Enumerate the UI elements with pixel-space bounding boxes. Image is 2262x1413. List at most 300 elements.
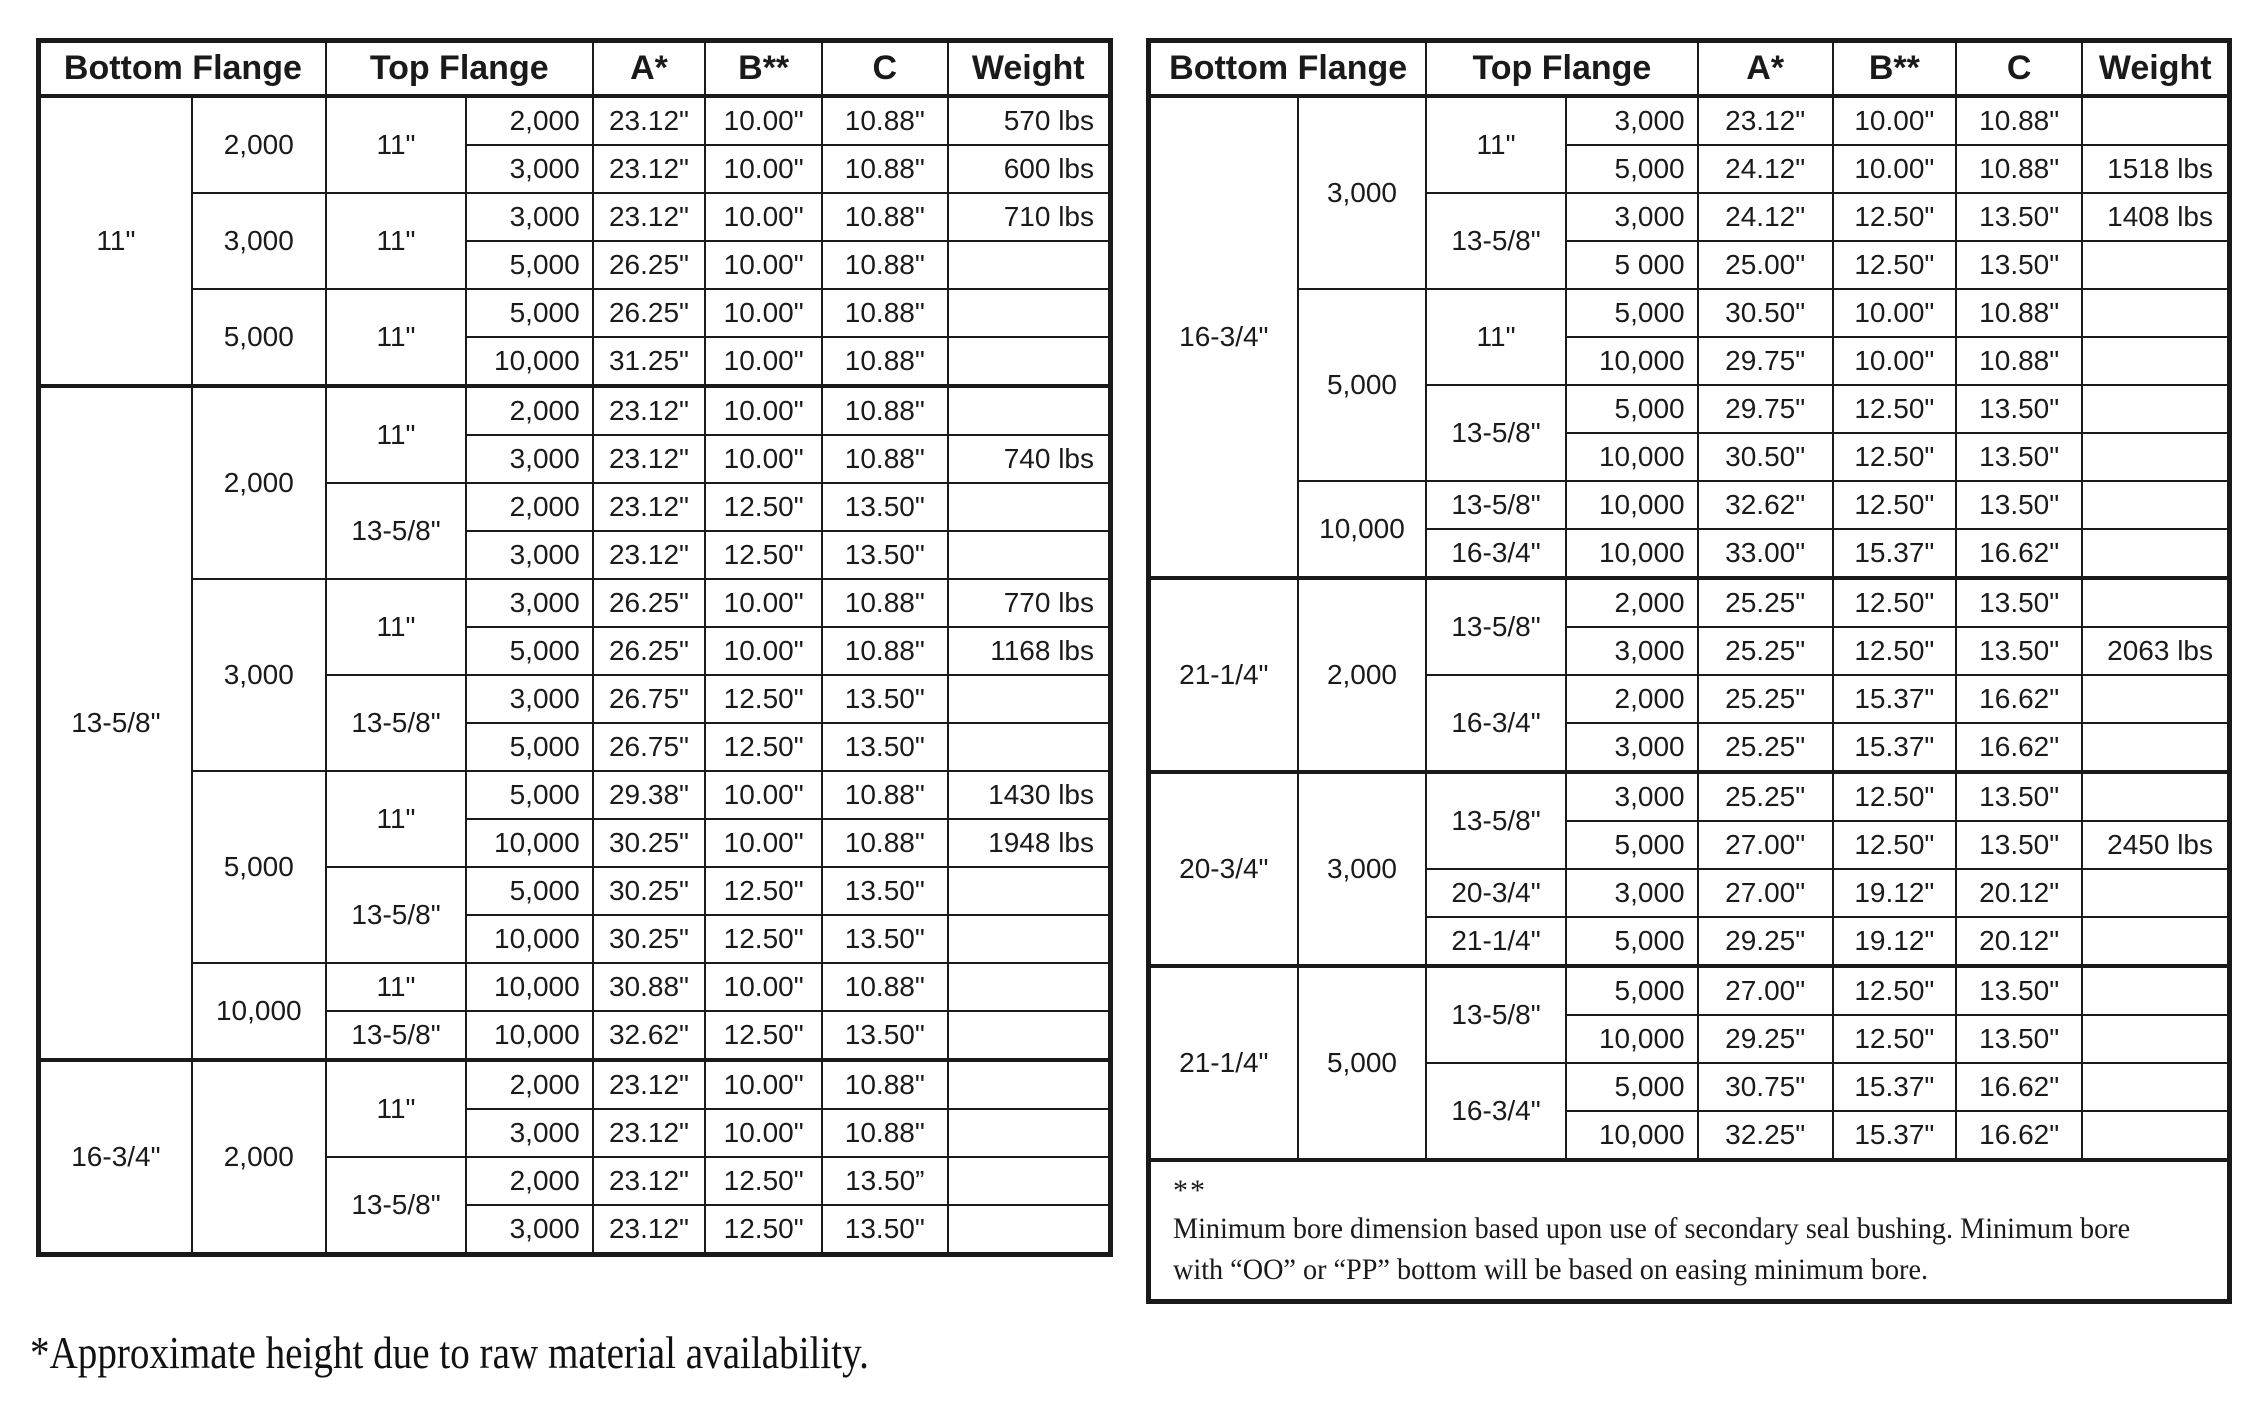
cell-top-pressure: 5,000 bbox=[1566, 966, 1698, 1015]
cell-c: 16.62" bbox=[1956, 723, 2082, 772]
cell-top-size: 11" bbox=[326, 386, 466, 483]
header-row bbox=[39, 41, 1111, 97]
cell-b: 10.00" bbox=[705, 435, 822, 483]
cell-a: 29.75" bbox=[1698, 337, 1833, 385]
cell-weight bbox=[2082, 289, 2229, 337]
col-header-c: C bbox=[822, 41, 947, 97]
cell-top-size: 11" bbox=[326, 193, 466, 289]
cell-top-pressure: 2,000 bbox=[1566, 675, 1698, 723]
cell-top-size: 13-5/8" bbox=[1426, 193, 1565, 289]
cell-weight bbox=[2082, 1063, 2229, 1111]
cell-a: 26.75" bbox=[593, 675, 706, 723]
cell-top-pressure: 10,000 bbox=[1566, 529, 1698, 578]
cell-b: 12.50" bbox=[705, 1011, 822, 1060]
cell-c: 10.88" bbox=[822, 1060, 947, 1109]
cell-weight: 600 lbs bbox=[948, 145, 1111, 193]
cell-weight bbox=[948, 675, 1111, 723]
cell-top-pressure: 2,000 bbox=[466, 1157, 592, 1205]
cell-top-pressure: 10,000 bbox=[466, 915, 592, 963]
col-header-a: A* bbox=[593, 41, 706, 97]
cell-top-pressure: 2,000 bbox=[466, 483, 592, 531]
cell-a: 29.75" bbox=[1698, 385, 1833, 433]
approx-height-note: *Approximate height due to raw material availability. bbox=[30, 1327, 869, 1378]
cell-b: 12.50" bbox=[705, 531, 822, 579]
col-header-weight: Weight bbox=[948, 41, 1111, 97]
cell-c: 10.88" bbox=[822, 289, 947, 337]
cell-a: 25.25" bbox=[1698, 627, 1833, 675]
cell-top-size: 13-5/8" bbox=[1426, 578, 1565, 675]
cell-top-pressure: 3,000 bbox=[1566, 723, 1698, 772]
cell-weight bbox=[2082, 1111, 2229, 1160]
cell-c: 13.50" bbox=[822, 1011, 947, 1060]
cell-c: 13.50" bbox=[1956, 433, 2082, 481]
cell-a: 24.12" bbox=[1698, 145, 1833, 193]
cell-b: 12.50" bbox=[1833, 193, 1956, 241]
cell-a: 30.25" bbox=[593, 867, 706, 915]
col-header-b: B** bbox=[1833, 41, 1956, 97]
cell-top-pressure: 3,000 bbox=[466, 193, 592, 241]
cell-top-pressure: 5,000 bbox=[1566, 289, 1698, 337]
cell-b: 12.50" bbox=[705, 723, 822, 771]
cell-b: 10.00" bbox=[1833, 289, 1956, 337]
cell-b: 12.50" bbox=[705, 915, 822, 963]
cell-weight bbox=[2082, 529, 2229, 578]
cell-c: 13.50" bbox=[1956, 821, 2082, 869]
cell-a: 26.25" bbox=[593, 579, 706, 627]
cell-weight bbox=[948, 386, 1111, 435]
cell-top-size: 13-5/8" bbox=[326, 1011, 466, 1060]
cell-c: 20.12" bbox=[1956, 917, 2082, 966]
cell-c: 10.88" bbox=[822, 193, 947, 241]
cell-weight bbox=[2082, 772, 2229, 821]
cell-weight bbox=[948, 1011, 1111, 1060]
cell-bottom-pressure: 5,000 bbox=[1298, 966, 1427, 1160]
cell-a: 26.75" bbox=[593, 723, 706, 771]
cell-c: 13.50" bbox=[1956, 966, 2082, 1015]
cell-a: 25.25" bbox=[1698, 675, 1833, 723]
cell-b: 12.50" bbox=[1833, 385, 1956, 433]
table-row bbox=[39, 1060, 1111, 1109]
table-row bbox=[39, 771, 1111, 819]
cell-c: 13.50" bbox=[822, 1205, 947, 1255]
cell-a: 23.12" bbox=[593, 1157, 706, 1205]
cell-top-pressure: 5,000 bbox=[1566, 1063, 1698, 1111]
cell-top-pressure: 3,000 bbox=[466, 1109, 592, 1157]
cell-c: 13.50" bbox=[1956, 772, 2082, 821]
cell-c: 13.50" bbox=[1956, 385, 2082, 433]
cell-b: 10.00" bbox=[705, 145, 822, 193]
cell-top-pressure: 5,000 bbox=[466, 723, 592, 771]
cell-top-pressure: 5,000 bbox=[1566, 145, 1698, 193]
table-row bbox=[1149, 289, 2230, 337]
cell-b: 12.50" bbox=[1833, 627, 1956, 675]
cell-weight bbox=[948, 1109, 1111, 1157]
cell-b: 12.50" bbox=[1833, 821, 1956, 869]
cell-a: 23.12" bbox=[593, 145, 706, 193]
cell-b: 10.00" bbox=[705, 819, 822, 867]
cell-c: 13.50" bbox=[822, 723, 947, 771]
footnote-row bbox=[1149, 1160, 2230, 1301]
cell-weight bbox=[948, 241, 1111, 289]
cell-top-pressure: 5,000 bbox=[1566, 821, 1698, 869]
cell-a: 23.12" bbox=[593, 386, 706, 435]
cell-weight bbox=[2082, 966, 2229, 1015]
table-row bbox=[1149, 966, 2230, 1015]
cell-top-size: 13-5/8" bbox=[326, 867, 466, 963]
cell-top-pressure: 3,000 bbox=[466, 1205, 592, 1255]
cell-c: 10.88" bbox=[822, 819, 947, 867]
cell-b: 12.50" bbox=[1833, 241, 1956, 289]
cell-weight: 1430 lbs bbox=[948, 771, 1111, 819]
cell-top-pressure: 3,000 bbox=[466, 531, 592, 579]
cell-top-pressure: 3,000 bbox=[1566, 627, 1698, 675]
cell-b: 10.00" bbox=[705, 771, 822, 819]
cell-top-pressure: 5,000 bbox=[466, 289, 592, 337]
col-header-weight: Weight bbox=[2082, 41, 2229, 97]
cell-c: 10.88" bbox=[822, 627, 947, 675]
cell-b: 10.00" bbox=[1833, 337, 1956, 385]
cell-b: 10.00" bbox=[1833, 96, 1956, 145]
cell-a: 23.12" bbox=[593, 435, 706, 483]
cell-b: 10.00" bbox=[705, 193, 822, 241]
cell-a: 23.12" bbox=[593, 483, 706, 531]
cell-weight: 710 lbs bbox=[948, 193, 1111, 241]
cell-b: 12.50" bbox=[705, 483, 822, 531]
cell-weight bbox=[948, 1060, 1111, 1109]
cell-top-size: 11" bbox=[1426, 289, 1565, 385]
table-row bbox=[39, 386, 1111, 435]
cell-b: 15.37" bbox=[1833, 1063, 1956, 1111]
cell-weight bbox=[948, 1157, 1111, 1205]
cell-top-pressure: 3,000 bbox=[466, 675, 592, 723]
table-row bbox=[1149, 481, 2230, 529]
cell-weight: 740 lbs bbox=[948, 435, 1111, 483]
cell-b: 10.00" bbox=[705, 241, 822, 289]
cell-b: 19.12" bbox=[1833, 917, 1956, 966]
cell-top-pressure: 5,000 bbox=[466, 771, 592, 819]
cell-bottom-pressure: 2,000 bbox=[192, 1060, 326, 1255]
cell-c: 13.50" bbox=[1956, 1015, 2082, 1063]
cell-a: 27.00" bbox=[1698, 869, 1833, 917]
cell-a: 25.25" bbox=[1698, 772, 1833, 821]
cell-bottom-pressure: 2,000 bbox=[1298, 578, 1427, 772]
cell-weight bbox=[2082, 869, 2229, 917]
cell-bottom-pressure: 10,000 bbox=[192, 963, 326, 1060]
cell-weight bbox=[2082, 578, 2229, 627]
cell-top-size: 11" bbox=[326, 1060, 466, 1157]
cell-a: 25.00" bbox=[1698, 241, 1833, 289]
cell-c: 13.50" bbox=[1956, 578, 2082, 627]
cell-bottom-pressure: 5,000 bbox=[192, 289, 326, 386]
cell-top-pressure: 5,000 bbox=[466, 627, 592, 675]
cell-top-size: 13-5/8" bbox=[1426, 772, 1565, 869]
cell-c: 10.88" bbox=[822, 435, 947, 483]
cell-bottom-size: 20-3/4" bbox=[1149, 772, 1298, 966]
cell-c: 13.50" bbox=[1956, 481, 2082, 529]
cell-c: 10.88" bbox=[822, 241, 947, 289]
cell-b: 10.00" bbox=[705, 579, 822, 627]
cell-c: 10.88" bbox=[822, 771, 947, 819]
footnote-marker: ** bbox=[1173, 1174, 1207, 1207]
cell-top-size: 11" bbox=[326, 771, 466, 867]
cell-weight bbox=[2082, 241, 2229, 289]
cell-top-size: 20-3/4" bbox=[1426, 869, 1565, 917]
cell-b: 12.50" bbox=[1833, 481, 1956, 529]
cell-a: 23.12" bbox=[593, 193, 706, 241]
cell-a: 27.00" bbox=[1698, 966, 1833, 1015]
header-row bbox=[1149, 41, 2230, 97]
cell-c: 16.62" bbox=[1956, 529, 2082, 578]
cell-top-pressure: 3,000 bbox=[466, 579, 592, 627]
cell-b: 12.50" bbox=[1833, 772, 1956, 821]
cell-weight: 1518 lbs bbox=[2082, 145, 2229, 193]
cell-a: 30.50" bbox=[1698, 289, 1833, 337]
cell-bottom-pressure: 3,000 bbox=[1298, 96, 1427, 289]
cell-b: 10.00" bbox=[705, 386, 822, 435]
cell-top-size: 11" bbox=[1426, 96, 1565, 193]
cell-weight bbox=[2082, 96, 2229, 145]
cell-b: 10.00" bbox=[705, 963, 822, 1011]
cell-top-pressure: 10,000 bbox=[466, 819, 592, 867]
cell-a: 23.12" bbox=[593, 1060, 706, 1109]
spec-table-right bbox=[1146, 38, 2232, 1304]
cell-weight bbox=[948, 531, 1111, 579]
cell-a: 29.25" bbox=[1698, 917, 1833, 966]
cell-top-pressure: 10,000 bbox=[466, 963, 592, 1011]
cell-c: 10.88" bbox=[822, 96, 947, 145]
cell-top-size: 13-5/8" bbox=[326, 483, 466, 579]
cell-c: 13.50" bbox=[1956, 241, 2082, 289]
col-header-bottom-flange: Bottom Flange bbox=[39, 41, 326, 97]
cell-c: 13.50" bbox=[822, 867, 947, 915]
cell-bottom-size: 16-3/4" bbox=[1149, 96, 1298, 578]
cell-b: 12.50" bbox=[1833, 966, 1956, 1015]
table-footnote bbox=[1149, 1160, 2230, 1301]
cell-b: 10.00" bbox=[705, 337, 822, 386]
cell-a: 23.12" bbox=[1698, 96, 1833, 145]
cell-bottom-size: 13-5/8" bbox=[39, 386, 192, 1060]
cell-b: 15.37" bbox=[1833, 723, 1956, 772]
cell-c: 13.50" bbox=[822, 531, 947, 579]
cell-top-pressure: 10,000 bbox=[1566, 433, 1698, 481]
cell-b: 12.50" bbox=[1833, 433, 1956, 481]
cell-c: 13.50" bbox=[1956, 193, 2082, 241]
cell-a: 30.50" bbox=[1698, 433, 1833, 481]
cell-c: 16.62" bbox=[1956, 675, 2082, 723]
cell-top-pressure: 3,000 bbox=[1566, 772, 1698, 821]
cell-a: 32.62" bbox=[1698, 481, 1833, 529]
cell-b: 12.50" bbox=[1833, 578, 1956, 627]
cell-a: 30.25" bbox=[593, 819, 706, 867]
col-header-a: A* bbox=[1698, 41, 1833, 97]
cell-b: 15.37" bbox=[1833, 675, 1956, 723]
cell-b: 10.00" bbox=[705, 96, 822, 145]
cell-top-size: 13-5/8" bbox=[1426, 385, 1565, 481]
cell-c: 10.88" bbox=[822, 145, 947, 193]
table-row bbox=[39, 96, 1111, 145]
cell-b: 12.50" bbox=[1833, 1015, 1956, 1063]
cell-top-pressure: 5,000 bbox=[1566, 385, 1698, 433]
cell-top-pressure: 5,000 bbox=[466, 867, 592, 915]
cell-bottom-size: 11" bbox=[39, 96, 192, 386]
cell-weight: 2450 lbs bbox=[2082, 821, 2229, 869]
cell-c: 10.88" bbox=[1956, 145, 2082, 193]
cell-bottom-pressure: 3,000 bbox=[1298, 772, 1427, 966]
cell-top-pressure: 2,000 bbox=[466, 96, 592, 145]
cell-weight bbox=[2082, 917, 2229, 966]
cell-weight: 1168 lbs bbox=[948, 627, 1111, 675]
cell-top-size: 11" bbox=[326, 289, 466, 386]
cell-a: 30.75" bbox=[1698, 1063, 1833, 1111]
cell-top-size: 13-5/8" bbox=[1426, 966, 1565, 1063]
cell-top-pressure: 3,000 bbox=[1566, 193, 1698, 241]
cell-weight bbox=[2082, 385, 2229, 433]
cell-c: 13.50" bbox=[822, 915, 947, 963]
cell-weight bbox=[948, 1205, 1111, 1255]
cell-weight bbox=[2082, 675, 2229, 723]
cell-c: 10.88" bbox=[1956, 337, 2082, 385]
cell-b: 10.00" bbox=[705, 1109, 822, 1157]
cell-weight bbox=[948, 963, 1111, 1011]
cell-top-pressure: 2,000 bbox=[466, 1060, 592, 1109]
cell-top-size: 16-3/4" bbox=[1426, 1063, 1565, 1160]
cell-b: 10.00" bbox=[705, 289, 822, 337]
cell-top-pressure: 3,000 bbox=[1566, 869, 1698, 917]
cell-a: 29.25" bbox=[1698, 1015, 1833, 1063]
cell-c: 16.62" bbox=[1956, 1063, 2082, 1111]
cell-c: 10.88" bbox=[822, 386, 947, 435]
cell-bottom-pressure: 5,000 bbox=[1298, 289, 1427, 481]
cell-a: 26.25" bbox=[593, 289, 706, 337]
cell-a: 29.38" bbox=[593, 771, 706, 819]
col-header-c: C bbox=[1956, 41, 2082, 97]
cell-c: 13.50" bbox=[1956, 627, 2082, 675]
cell-c: 10.88" bbox=[822, 337, 947, 386]
cell-top-pressure: 10,000 bbox=[466, 337, 592, 386]
cell-bottom-pressure: 2,000 bbox=[192, 386, 326, 579]
cell-weight bbox=[948, 289, 1111, 337]
cell-b: 10.00" bbox=[1833, 145, 1956, 193]
cell-b: 12.50" bbox=[705, 1157, 822, 1205]
cell-top-pressure: 3,000 bbox=[466, 435, 592, 483]
cell-bottom-size: 21-1/4" bbox=[1149, 966, 1298, 1160]
cell-a: 25.25" bbox=[1698, 723, 1833, 772]
cell-c: 13.50” bbox=[822, 1157, 947, 1205]
cell-weight bbox=[948, 723, 1111, 771]
cell-top-size: 11" bbox=[326, 579, 466, 675]
cell-weight bbox=[948, 867, 1111, 915]
table-row bbox=[1149, 96, 2230, 145]
cell-a: 26.25" bbox=[593, 241, 706, 289]
cell-top-pressure: 2,000 bbox=[466, 386, 592, 435]
cell-bottom-pressure: 2,000 bbox=[192, 96, 326, 193]
cell-a: 25.25" bbox=[1698, 578, 1833, 627]
table-row bbox=[39, 193, 1111, 241]
cell-b: 19.12" bbox=[1833, 869, 1956, 917]
cell-b: 15.37" bbox=[1833, 529, 1956, 578]
cell-b: 15.37" bbox=[1833, 1111, 1956, 1160]
cell-c: 10.88" bbox=[1956, 289, 2082, 337]
col-header-top-flange: Top Flange bbox=[1426, 41, 1697, 97]
table-row bbox=[39, 963, 1111, 1011]
table-row bbox=[1149, 578, 2230, 627]
spec-table-left bbox=[36, 38, 1113, 1257]
cell-bottom-size: 21-1/4" bbox=[1149, 578, 1298, 772]
cell-a: 33.00" bbox=[1698, 529, 1833, 578]
table-row bbox=[1149, 772, 2230, 821]
cell-top-pressure: 10,000 bbox=[1566, 1111, 1698, 1160]
cell-c: 16.62" bbox=[1956, 1111, 2082, 1160]
cell-top-pressure: 10,000 bbox=[1566, 481, 1698, 529]
cell-weight: 570 lbs bbox=[948, 96, 1111, 145]
cell-top-pressure: 5 000 bbox=[1566, 241, 1698, 289]
cell-weight bbox=[2082, 481, 2229, 529]
cell-b: 12.50" bbox=[705, 1205, 822, 1255]
cell-b: 10.00" bbox=[705, 1060, 822, 1109]
cell-a: 31.25" bbox=[593, 337, 706, 386]
cell-top-size: 13-5/8" bbox=[326, 1157, 466, 1255]
cell-c: 13.50" bbox=[822, 483, 947, 531]
col-header-b: B** bbox=[705, 41, 822, 97]
cell-top-size: 11" bbox=[326, 963, 466, 1011]
cell-weight bbox=[2082, 1015, 2229, 1063]
cell-a: 23.12" bbox=[593, 96, 706, 145]
cell-a: 30.88" bbox=[593, 963, 706, 1011]
cell-top-pressure: 5,000 bbox=[466, 241, 592, 289]
col-header-top-flange: Top Flange bbox=[326, 41, 593, 97]
col-header-bottom-flange: Bottom Flange bbox=[1149, 41, 1427, 97]
cell-bottom-pressure: 3,000 bbox=[192, 579, 326, 771]
cell-bottom-pressure: 10,000 bbox=[1298, 481, 1427, 578]
cell-a: 24.12" bbox=[1698, 193, 1833, 241]
cell-a: 26.25" bbox=[593, 627, 706, 675]
cell-c: 10.88" bbox=[822, 1109, 947, 1157]
cell-weight bbox=[2082, 433, 2229, 481]
cell-weight bbox=[2082, 337, 2229, 385]
table-row bbox=[39, 579, 1111, 627]
cell-c: 13.50" bbox=[822, 675, 947, 723]
cell-weight bbox=[2082, 723, 2229, 772]
cell-c: 20.12" bbox=[1956, 869, 2082, 917]
cell-a: 32.25" bbox=[1698, 1111, 1833, 1160]
table-row bbox=[39, 289, 1111, 337]
cell-c: 10.88" bbox=[822, 579, 947, 627]
cell-top-pressure: 10,000 bbox=[1566, 337, 1698, 385]
cell-top-pressure: 5,000 bbox=[1566, 917, 1698, 966]
cell-bottom-size: 16-3/4" bbox=[39, 1060, 192, 1255]
cell-weight: 1948 lbs bbox=[948, 819, 1111, 867]
cell-top-size: 13-5/8" bbox=[326, 675, 466, 771]
cell-c: 10.88" bbox=[822, 963, 947, 1011]
cell-b: 10.00" bbox=[705, 627, 822, 675]
cell-weight bbox=[948, 483, 1111, 531]
cell-top-pressure: 2,000 bbox=[1566, 578, 1698, 627]
cell-a: 23.12" bbox=[593, 1205, 706, 1255]
footnote-text: Minimum bore dimension based upon use of secondary seal bushing. Minimum bore with “OO” or “PP” bottom will be based on easing minimum bore. bbox=[1173, 1212, 2131, 1287]
cell-weight: 2063 lbs bbox=[2082, 627, 2229, 675]
cell-bottom-pressure: 3,000 bbox=[192, 193, 326, 289]
cell-top-pressure: 10,000 bbox=[466, 1011, 592, 1060]
cell-weight bbox=[948, 915, 1111, 963]
cell-weight: 1408 lbs bbox=[2082, 193, 2229, 241]
cell-a: 30.25" bbox=[593, 915, 706, 963]
cell-top-size: 13-5/8" bbox=[1426, 481, 1565, 529]
cell-top-size: 21-1/4" bbox=[1426, 917, 1565, 966]
cell-top-pressure: 3,000 bbox=[466, 145, 592, 193]
cell-a: 23.12" bbox=[593, 531, 706, 579]
cell-top-size: 11" bbox=[326, 96, 466, 193]
cell-bottom-pressure: 5,000 bbox=[192, 771, 326, 963]
